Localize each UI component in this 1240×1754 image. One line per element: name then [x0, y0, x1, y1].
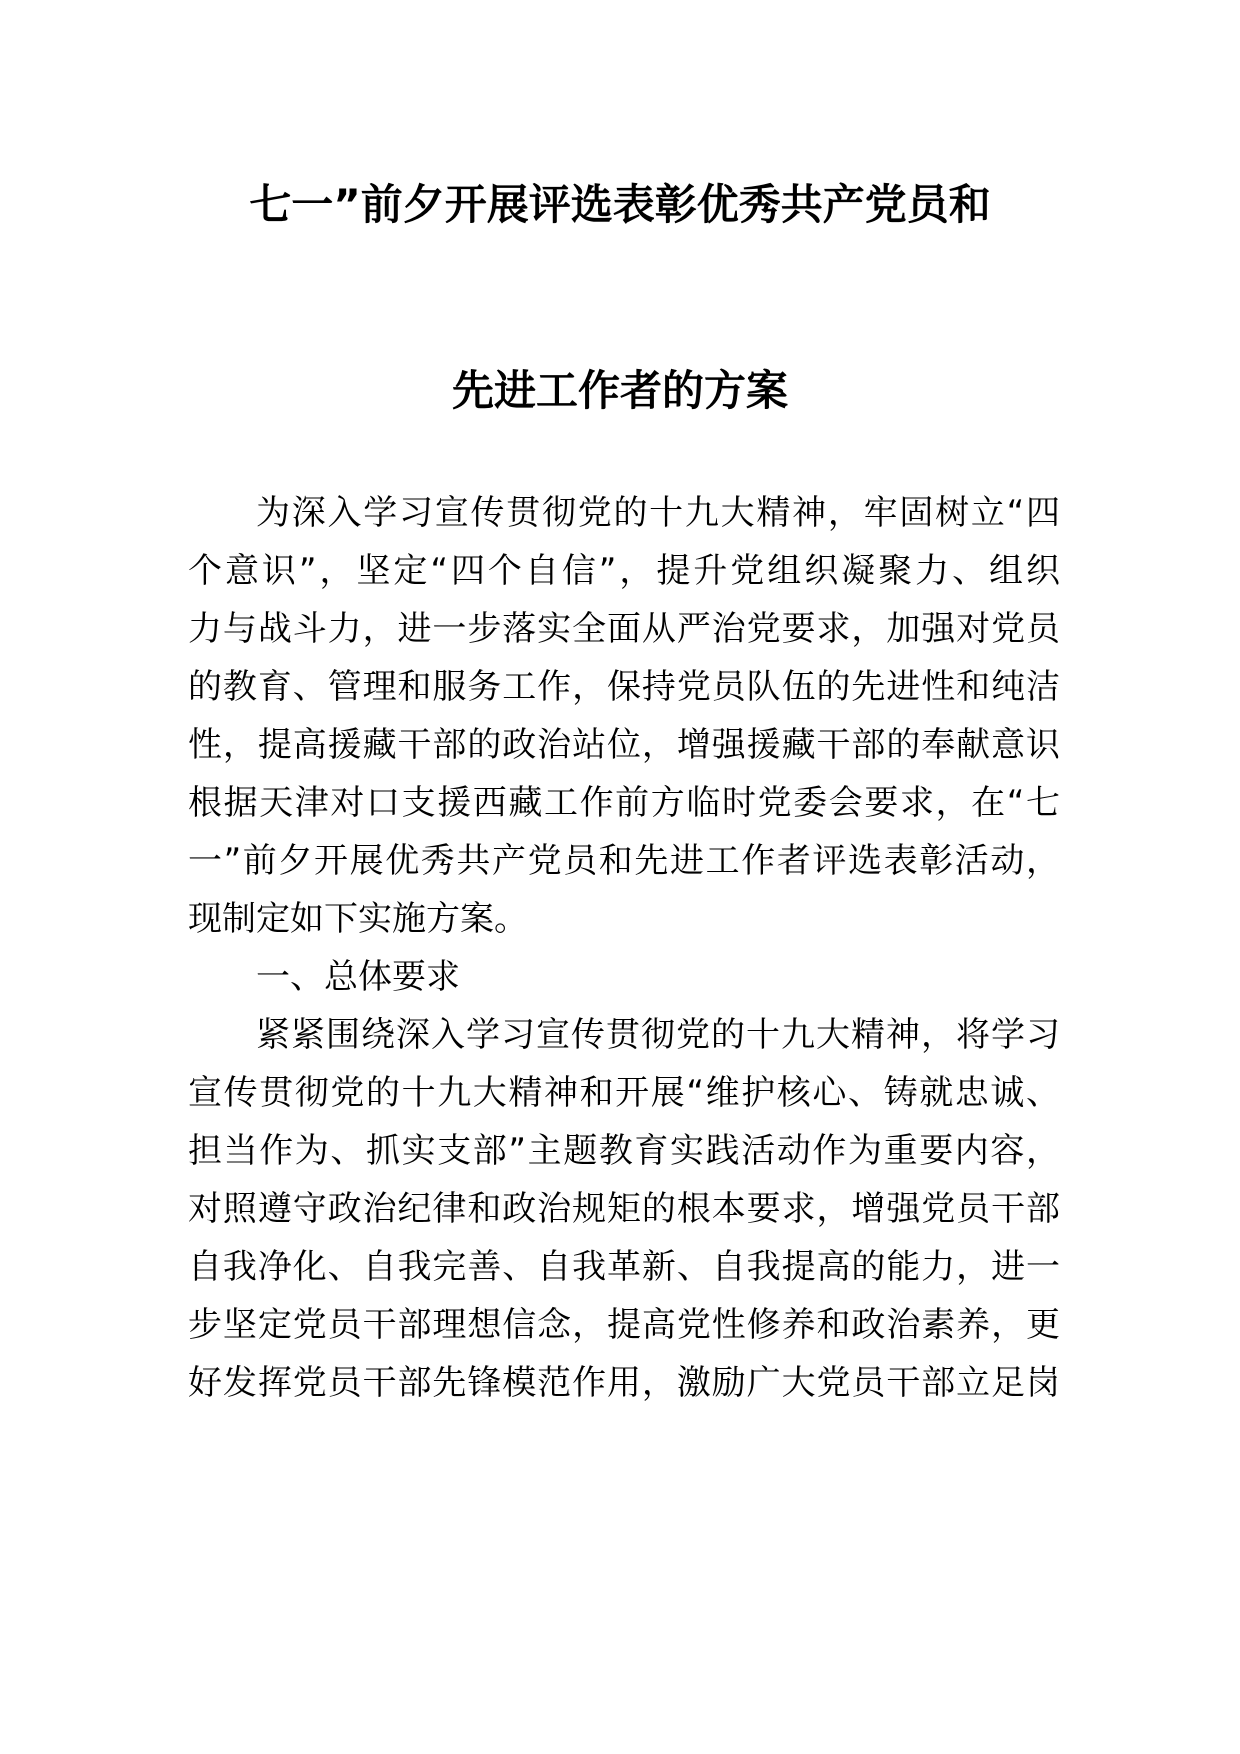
document-title-line-2: 先进工作者的方案: [451, 366, 788, 415]
document-title-line-1: 七一”前夕开展评选表彰优秀共产党员和: [249, 180, 991, 229]
paragraph-2-line-6: 步坚定党员干部理想信念，提高党性修养和政治素养，更: [188, 1305, 1060, 1345]
paragraph-1-line-7: 一”前夕开展优秀共产党员和先进工作者评选表彰活动，: [188, 841, 1060, 881]
paragraph-2-line-7: 好发挥党员干部先锋模范作用，激励广大党员干部立足岗: [188, 1363, 1060, 1403]
paragraph-1-line-8: 现制定如下实施方案。: [188, 899, 528, 939]
paragraph-1-line-2: 个意识”，坚定“四个自信”，提升党组织凝聚力、组织: [188, 551, 1060, 591]
paragraph-2-line-5: 自我净化、自我完善、自我革新、自我提高的能力，进一: [188, 1247, 1060, 1287]
paragraph-1-line-6: 根据天津对口支援西藏工作前方临时党委会要求，在“七: [188, 783, 1060, 823]
paragraph-2-line-1: 紧紧围绕深入学习宣传贯彻党的十九大精神，将学习: [256, 1015, 1060, 1055]
paragraph-2-line-4: 对照遵守政治纪律和政治规矩的根本要求，增强党员干部: [188, 1189, 1060, 1229]
paragraph-1-line-4: 的教育、管理和服务工作，保持党员队伍的先进性和纯洁: [188, 667, 1060, 707]
section-heading-1: 一、总体要求: [256, 957, 460, 997]
paragraph-1-line-1: 为深入学习宣传贯彻党的十九大精神，牢固树立“四: [256, 493, 1060, 533]
paragraph-1-line-3: 力与战斗力，进一步落实全面从严治党要求，加强对党员: [188, 609, 1060, 649]
paragraph-2-line-3: 担当作为、抓实支部”主题教育实践活动作为重要内容，: [188, 1131, 1060, 1171]
paragraph-1-line-5: 性，提高援藏干部的政治站位，增强援藏干部的奉献意识: [188, 725, 1060, 765]
paragraph-2-line-2: 宣传贯彻党的十九大精神和开展“维护核心、铸就忠诚、: [188, 1073, 1060, 1113]
